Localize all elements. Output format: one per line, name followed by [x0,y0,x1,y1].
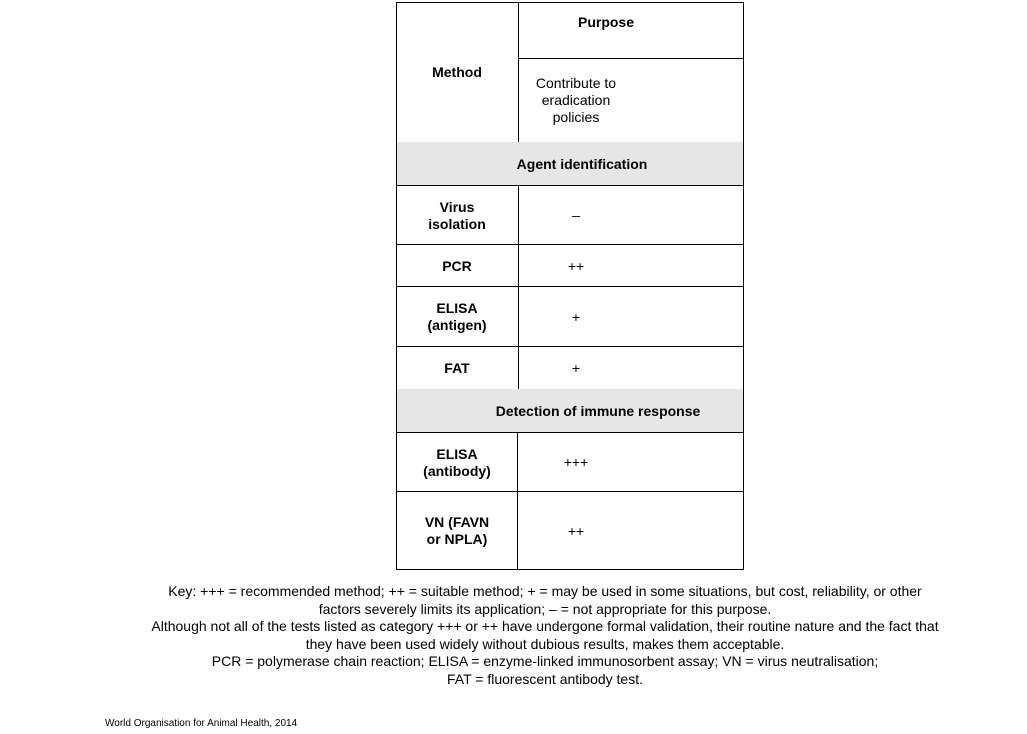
row-divider [396,491,744,492]
footnote-line: FAT = fluorescent antibody test. [447,670,643,687]
column-divider [517,433,518,570]
footnote-line: Key: +++ = recommended method; ++ = suitable method; + = may be used in some situations, but cost, reliability, or other [168,583,922,599]
purpose-column-label: Contribute to eradication policies [535,75,617,125]
table-row-value: ++ [567,257,585,274]
section-title-immune-response: Detection of immune response [396,389,744,433]
table-border-bottom [396,569,744,570]
page-footer: World Organisation for Animal Health, 2014 [105,718,298,729]
table-row-value: ++ [567,522,585,539]
column-divider [518,2,519,142]
row-divider [396,286,744,287]
table-row-value: +++ [563,454,589,470]
table-row-value: + [571,308,581,325]
footnote-line: factors severely limits its application; – = not appropriate for this purpose. [318,600,772,617]
section-title-agent-identification: Agent identification [396,142,744,186]
row-divider [396,432,744,433]
row-divider [396,346,744,347]
table-row-method: VN (FAVN or NPLA) [424,514,490,547]
table-row-method: FAT [444,359,470,376]
table-row-method: PCR [442,257,472,274]
row-divider [396,185,744,186]
table-row-method: ELISA (antibody) [423,445,491,479]
table-row-method: ELISA (antigen) [427,300,487,333]
method-header: Method [432,63,482,80]
table-border-top [396,2,744,3]
footnote-line: PCR = polymerase chain reaction; ELISA = enzyme-linked immunosorbent assay; VN = virus neutralisation; [211,653,879,670]
table-row-value: + [571,359,581,376]
footnote-line: they have been used widely without dubious results, makes them acceptable. [305,635,785,652]
column-divider [518,186,519,389]
diagnostic-methods-table [396,2,744,570]
footnote-line: Although not all of the tests listed as category +++ or ++ have undergone formal validation, their routine nature and the fact that [151,618,939,635]
row-divider [396,244,744,245]
table-footnote [60,583,1027,689]
row-divider [518,58,744,59]
table-row-method: Virus isolation [428,198,486,232]
purpose-header: Purpose [577,13,634,30]
table-row-value: – [572,207,580,223]
